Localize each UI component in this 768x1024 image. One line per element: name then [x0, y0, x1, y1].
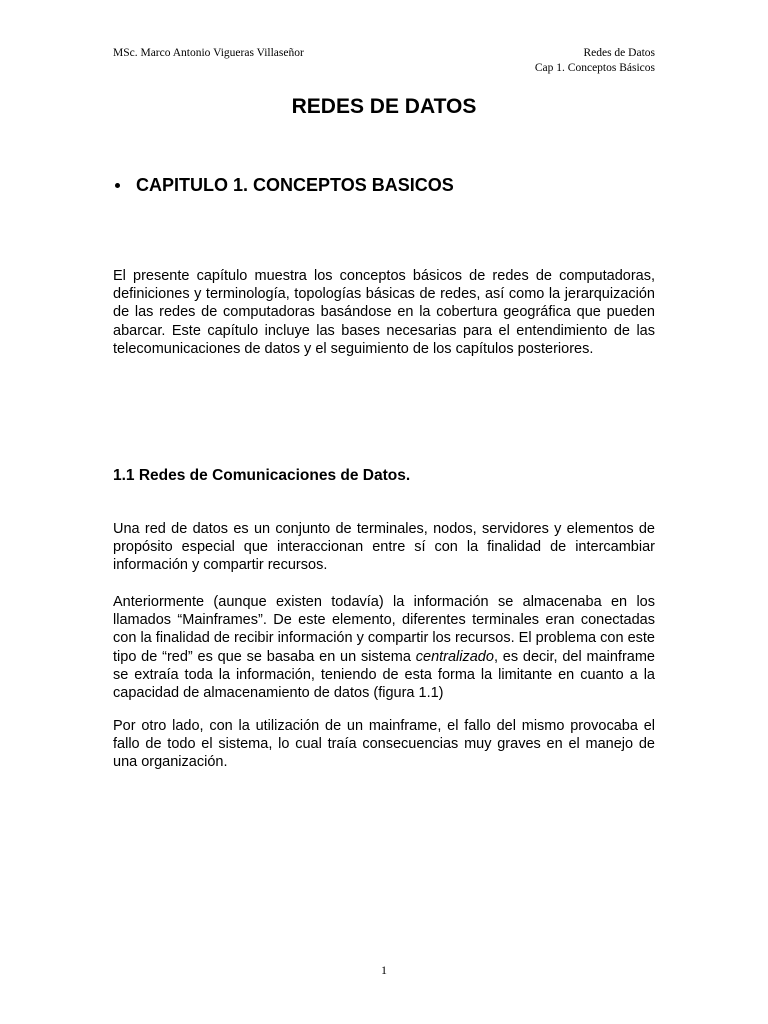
- header-course: Redes de Datos: [583, 47, 655, 59]
- chapter-heading-text: CAPITULO 1. CONCEPTOS BASICOS: [136, 175, 454, 195]
- emphasis-centralizado: centralizado: [415, 648, 494, 665]
- intro-paragraph: El presente capítulo muestra los conceptos básicos de redes de computadoras, definiciones y terminología, topologías básicas de redes, así como la jerarquización de las redes de computadoras basándose en la cobertura geográfica que pueden abarcar. Este capítulo incluye las bases necesarias para el entendimiento de las telecomunicaciones de datos y el seguimiento de los capítulos posteriores.: [113, 268, 655, 357]
- paragraph-definition: Una red de datos es un conjunto de terminales, nodos, servidores y elementos de propósito especial que interaccionan entre sí con la finalidad de intercambiar información y compartir recursos.: [113, 521, 655, 574]
- paragraph-mainframes: [113, 593, 655, 702]
- bullet-icon: [115, 183, 120, 188]
- paragraph-mainframes-part-2: , es decir, del mainframe se extraía toda la información, teniendo de esta forma la limitante en cuanto a la capacidad de almacenamiento de datos (figura 1.1): [113, 648, 655, 702]
- header-author: MSc. Marco Antonio Vigueras Villaseñor: [113, 47, 304, 59]
- document-title: REDES DE DATOS: [291, 95, 477, 118]
- chapter-heading: [113, 173, 454, 197]
- page-number: 1: [381, 963, 387, 977]
- paragraph-failure: Por otro lado, con la utilización de un mainframe, el fallo del mismo provocaba el fallo de todo el sistema, lo cual traía consecuencias muy graves en el manejo de una organización.: [113, 718, 655, 771]
- header-chapter-ref: Cap 1. Conceptos Básicos: [534, 62, 655, 74]
- paragraph-mainframes-part-1: Anteriormente (aunque existen todavía) la información se almacenaba en los llamados “Mainframes”. De este elemento, diferentes terminales eran conectadas con la finalidad de recibir información y compartir los recursos. El problema con este tipo de “red” es que se basaba en un sistema: [113, 594, 655, 665]
- section-heading-1-1: 1.1 Redes de Comunicaciones de Datos.: [113, 467, 411, 484]
- header-right: [535, 46, 655, 76]
